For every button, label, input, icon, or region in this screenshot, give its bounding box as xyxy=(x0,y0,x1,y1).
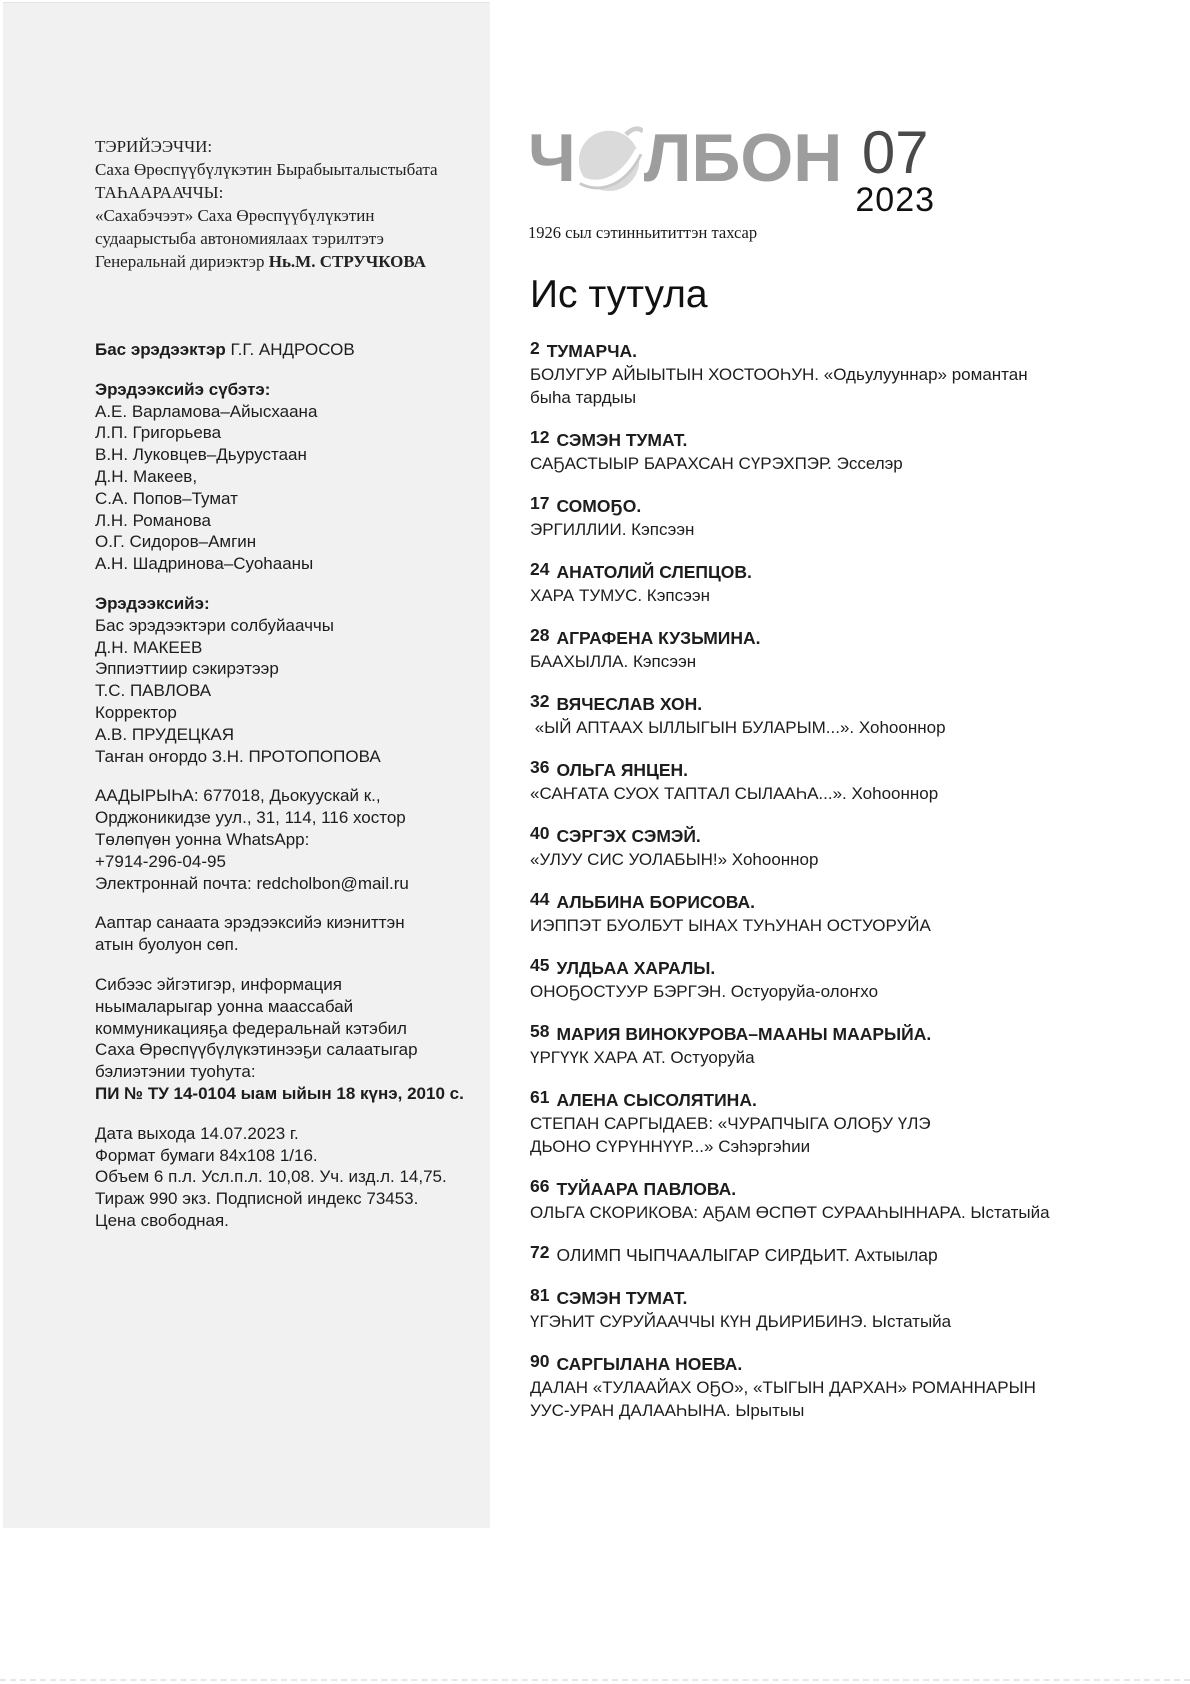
toc-entry-title: АГРАФЕНА КУЗЬМИНА. xyxy=(556,628,761,648)
imprint-line xyxy=(95,401,472,423)
toc-entry-line: ҮГЭҺИТ СУРУЙААЧЧЫ КҮН ДЬИРИБИНЭ. Ыстатыйа xyxy=(530,1312,952,1331)
toc-entry xyxy=(530,429,1170,475)
imprint-text: Саха Өрөспүүбүлүкэтинээҕи салаатыгар xyxy=(95,1040,418,1060)
toc-page-number: 28 xyxy=(530,625,550,645)
imprint-text: А.В. ПРУДЕЦКАЯ xyxy=(95,724,235,744)
toc-entry-title: СЭМЭН ТУМАТ. xyxy=(556,1288,688,1308)
toc-entry xyxy=(530,1353,1170,1422)
toc-entry xyxy=(530,627,1170,673)
imprint-text: А.Е. Варламова–Айысхаана xyxy=(95,401,318,421)
imprint-text: Саха Өрөспүүбүлүкэтин Бырабыыталыстыбата xyxy=(95,160,438,179)
toc-entry-line: ИЭППЭТ БУОЛБУТ ЫНАХ ТУҺУНАН ОСТУОРУЙА xyxy=(530,916,931,935)
toc-entry-title: ТУМАРЧА. xyxy=(546,341,637,361)
issue-number: 07 xyxy=(861,119,929,186)
toc-entry-title: СЭРГЭХ СЭМЭЙ. xyxy=(556,826,701,846)
imprint-line xyxy=(95,934,472,956)
imprint-text: ААДЫРЫҺА: 677018, Дьокуускай к., xyxy=(95,786,381,806)
table-of-contents xyxy=(530,272,1170,1422)
imprint-line xyxy=(95,1061,472,1083)
toc-page-number: 44 xyxy=(530,889,550,909)
imprint-line xyxy=(95,637,472,659)
imprint-block xyxy=(95,339,472,361)
toc-entry-line: СТЕПАН САРГЫДАЕВ: «ЧУРАПЧЫГА ОЛОҔУ ҮЛЭ xyxy=(530,1114,931,1133)
imprint-line xyxy=(95,510,472,532)
toc-entry-title: ОЛЬГА ЯНЦЕН. xyxy=(556,760,688,780)
toc-entry-line: «УЛУУ СИС УОЛАБЫН!» Хоһооннор xyxy=(530,850,819,869)
imprint-line xyxy=(95,912,472,934)
toc-entry-line: ХАРА ТУМУС. Кэпсээн xyxy=(530,586,711,605)
imprint-text: Эппиэттиир сэкирэтээр xyxy=(95,659,279,679)
imprint-text: ньымаларыгар уонна маассабай xyxy=(95,996,354,1016)
toc-entry xyxy=(530,1023,1170,1069)
imprint-text: +7914-296-04-95 xyxy=(95,851,226,871)
imprint-text-bold: Бас эрэдээктэр xyxy=(95,340,231,359)
logo-letter-pre: Ч xyxy=(528,120,576,196)
imprint-text: «Сахабэчээт» Саха Өрөспүүбүлүкэтин xyxy=(95,206,375,225)
imprint-line xyxy=(95,746,472,768)
toc-page-number: 72 xyxy=(530,1242,550,1262)
imprint-line xyxy=(95,339,472,361)
imprint-line xyxy=(95,658,472,680)
imprint-line xyxy=(95,702,472,724)
imprint-text: бэлиэтэнии туоһута: xyxy=(95,1062,256,1082)
imprint-line xyxy=(95,615,472,637)
toc-page-number: 36 xyxy=(530,757,550,777)
imprint-text: Электроннай почта: redcholbon@mail.ru xyxy=(95,873,409,893)
imprint-line xyxy=(95,974,472,996)
toc-entry-head xyxy=(530,693,1170,716)
imprint-text: В.Н. Луковцев–Дьурустаан xyxy=(95,445,307,465)
toc-entry-head xyxy=(530,1287,1170,1310)
imprint-line xyxy=(95,227,472,250)
toc-entry-line: ОЛЬГА СКОРИКОВА: АҔАМ ӨСПӨТ СУРААҺЫННАРА. Ыстатыйа xyxy=(530,1203,1050,1222)
imprint-line xyxy=(95,531,472,553)
toc-entry-head xyxy=(530,1023,1170,1046)
imprint-text: Д.Н. Макеев, xyxy=(95,466,198,486)
toc-page-number: 66 xyxy=(530,1176,550,1196)
imprint-line xyxy=(95,1083,472,1105)
toc-entry-head xyxy=(530,429,1170,452)
toc-entry xyxy=(530,495,1170,541)
imprint-block xyxy=(95,135,472,273)
imprint-text: Объем 6 п.л. Усл.п.л. 10,08. Уч. изд.л. 14,75. xyxy=(95,1167,447,1187)
imprint-line xyxy=(95,444,472,466)
imprint-text: коммуникацияҕа федеральнай кэтэбил xyxy=(95,1018,407,1038)
imprint-line xyxy=(95,1166,472,1188)
imprint-text: Корректор xyxy=(95,702,177,722)
toc-entry xyxy=(530,561,1170,607)
toc-entry-title: МАРИЯ ВИНОКУРОВА–МААНЫ МААРЫЙА. xyxy=(556,1024,932,1044)
toc-entry-head xyxy=(530,627,1170,650)
toc-page-number: 45 xyxy=(530,955,550,975)
imprint-text-bold: Эрэдээксийэ: xyxy=(95,593,210,613)
imprint-block xyxy=(95,974,472,1105)
toc-page-number: 24 xyxy=(530,559,550,579)
toc-entry-line: ДЬОНО СҮРҮННҮҮР...» Сэһэргэһии xyxy=(530,1137,811,1156)
brand-row xyxy=(528,119,936,219)
toc-entry xyxy=(530,693,1170,739)
planet-ring-icon xyxy=(577,126,643,192)
toc-entry xyxy=(530,340,1170,409)
toc-page-number: 81 xyxy=(530,1285,550,1305)
imprint-text: Цена свободная. xyxy=(95,1210,229,1230)
imprint-line xyxy=(95,204,472,227)
imprint-block xyxy=(95,593,472,767)
toc-entry-title: ВЯЧЕСЛАВ ХОН. xyxy=(556,694,703,714)
magazine-logo xyxy=(528,120,843,196)
imprint-line xyxy=(95,1039,472,1061)
toc-entry xyxy=(530,891,1170,937)
imprint-panel xyxy=(3,2,490,1528)
toc-entry-head xyxy=(530,1178,1170,1201)
imprint-text: ТАҺААРААЧЧЫ: xyxy=(95,183,224,202)
imprint-line xyxy=(95,807,472,829)
imprint-text-bold: ПИ № ТУ 14-0104 ыам ыйын 18 күнэ, 2010 с. xyxy=(95,1083,464,1103)
imprint-line xyxy=(95,996,472,1018)
imprint-block xyxy=(95,912,472,956)
imprint-line xyxy=(95,466,472,488)
toc-heading: Ис тутула xyxy=(530,273,708,316)
imprint-text: ТЭРИЙЭЭЧЧИ: xyxy=(95,137,213,156)
toc-entry-head xyxy=(530,891,1170,914)
imprint-line xyxy=(95,680,472,702)
toc-page-number: 12 xyxy=(530,427,550,447)
toc-entry xyxy=(530,1287,1170,1333)
toc-entry-line: БААХЫЛЛА. Кэпсээн xyxy=(530,652,697,671)
toc-entry xyxy=(530,825,1170,871)
imprint-text: А.Н. Шадринова–Суоһааны xyxy=(95,554,314,574)
toc-page-number: 40 xyxy=(530,823,550,843)
imprint-line xyxy=(95,1188,472,1210)
imprint-block xyxy=(95,379,472,575)
imprint-text-bold: Эрэдээксийэ сүбэтэ: xyxy=(95,379,271,399)
toc-entry-title: АЛЬБИНА БОРИСОВА. xyxy=(556,892,755,912)
toc-entry-line: ЭРГИЛЛИИ. Кэпсээн xyxy=(530,520,695,539)
toc-entry-line: БОЛУГУР АЙЫЫТЫН ХОСТООҺУН. «Одьулууннар» романтан xyxy=(530,365,1028,384)
toc-page-number: 17 xyxy=(530,493,550,513)
imprint-line xyxy=(95,785,472,807)
toc-entry-line: УУС-УРАН ДАЛААҺЫНА. Ырытыы xyxy=(530,1401,805,1420)
magazine-tagline: 1926 сыл сэтинньититтэн тахсар xyxy=(528,223,758,242)
imprint-text: Төлөпүөн уонна WhatsApp: xyxy=(95,829,310,849)
toc-entry-text: ОЛИМП ЧЫПЧААЛЫГАР СИРДЬИТ. Ахтыылар xyxy=(556,1245,938,1265)
toc-page-number: 61 xyxy=(530,1087,550,1107)
toc-page-number: 58 xyxy=(530,1021,550,1041)
toc-entry-line: «ЫЙ АПТААХ ЫЛЛЫГЫН БУЛАРЫМ...». Хоһооннор xyxy=(530,718,946,737)
toc-page-number: 2 xyxy=(530,338,540,358)
imprint-text: Орджоникидзе уул., 31, 114, 116 хостор xyxy=(95,808,406,828)
toc-entry-head xyxy=(530,957,1170,980)
imprint-line xyxy=(95,1018,472,1040)
imprint-text: Дата выхода 14.07.2023 г. xyxy=(95,1123,299,1143)
masthead xyxy=(528,119,936,243)
imprint-line xyxy=(95,873,472,895)
toc-list xyxy=(530,340,1170,1422)
toc-entry-head xyxy=(530,495,1170,518)
imprint-text: Бас эрэдээктэри солбуйааччы xyxy=(95,615,335,635)
imprint-text: судаарыстыба автономиялаах тэрилтэтэ xyxy=(95,229,384,248)
toc-entry xyxy=(530,1089,1170,1158)
imprint-text: Формат бумаги 84х108 1/16. xyxy=(95,1145,318,1165)
toc-entry-head xyxy=(530,1353,1170,1376)
toc-entry-line: ҮРГҮҮК ХАРА АТ. Остуоруйа xyxy=(530,1048,755,1067)
imprint-text-bold: Нь.М. СТРУЧКОВА xyxy=(268,252,426,271)
imprint-text: Л.Н. Романова xyxy=(95,510,211,530)
toc-entry-title: АЛЕНА СЫСОЛЯТИНА. xyxy=(556,1090,757,1110)
imprint-line xyxy=(95,181,472,204)
toc-entry-line: быһа тардыы xyxy=(530,388,637,407)
toc-page-number: 90 xyxy=(530,1351,550,1371)
imprint-line xyxy=(95,135,472,158)
toc-entry-line: ДАЛАН «ТУЛААЙАХ ОҔО», «ТЫГЫН ДАРХАН» РОМАННАРЫН xyxy=(530,1378,1036,1397)
imprint-line xyxy=(95,379,472,401)
toc-entry-line: ОНОҔОСТУУР БЭРГЭН. Остуоруйа-олоҥхо xyxy=(530,982,879,1001)
imprint-line xyxy=(95,1123,472,1145)
toc-entry-title: ТУЙААРА ПАВЛОВА. xyxy=(556,1179,737,1199)
page-bottom-edge xyxy=(0,1679,1190,1681)
toc-entry-title: АНАТОЛИЙ СЛЕПЦОВ. xyxy=(556,562,752,582)
toc-entry-title: СЭМЭН ТУМАТ. xyxy=(556,430,688,450)
imprint-line xyxy=(95,724,472,746)
imprint-text: Т.С. ПАВЛОВА xyxy=(95,681,212,701)
imprint-text: С.А. Попов–Тумат xyxy=(95,488,238,508)
imprint-text: Ааптар санаата эрэдээксийэ киэниттэн xyxy=(95,913,405,933)
toc-entry-title: СОМОҔО. xyxy=(556,496,642,516)
toc-entry xyxy=(530,1178,1170,1224)
imprint-line xyxy=(95,1145,472,1167)
toc-entry xyxy=(530,957,1170,1003)
toc-entry xyxy=(530,759,1170,805)
issue-block xyxy=(855,119,936,219)
toc-entry-head xyxy=(530,825,1170,848)
imprint-text: О.Г. Сидоров–Амгин xyxy=(95,532,257,552)
toc-entry-line: САҔАСТЫЫР БАРАХСАН СҮРЭХПЭР. Эсселэр xyxy=(530,454,903,473)
imprint-line xyxy=(95,488,472,510)
toc-page-number: 32 xyxy=(530,691,550,711)
logo-letters-post: ЛБОН xyxy=(643,120,843,196)
imprint-line xyxy=(95,250,472,273)
toc-entry-title: САРГЫЛАНА НОЕВА. xyxy=(556,1354,743,1374)
toc-entry-head xyxy=(530,1089,1170,1112)
imprint-line xyxy=(95,851,472,873)
toc-entry-line: «САҤАТА СУОХ ТАПТАЛ СЫЛААҺА...». Хоһооннор xyxy=(530,784,939,803)
imprint-content xyxy=(3,3,490,1232)
toc-entry xyxy=(530,1244,1170,1267)
imprint-block xyxy=(95,785,472,894)
toc-entry-head xyxy=(530,340,1170,363)
imprint-text: Генеральнай дириэктэр xyxy=(95,252,269,271)
imprint-text: Д.Н. МАКЕЕВ xyxy=(95,637,203,657)
imprint-line xyxy=(95,593,472,615)
imprint-line xyxy=(95,1210,472,1232)
imprint-text: Сибээс эйгэтигэр, информация xyxy=(95,974,342,994)
toc-entry-head xyxy=(530,1244,1170,1267)
imprint-text: Г.Г. АНДРОСОВ xyxy=(230,340,355,359)
imprint-text: атын буолуон сөп. xyxy=(95,935,239,955)
imprint-line xyxy=(95,553,472,575)
imprint-line xyxy=(95,158,472,181)
toc-entry-head xyxy=(530,561,1170,584)
toc-entry-head xyxy=(530,759,1170,782)
imprint-line xyxy=(95,829,472,851)
issue-year: 2023 xyxy=(855,181,936,219)
imprint-text: Таҥан оҥордо З.Н. ПРОТОПОПОВА xyxy=(95,746,381,766)
imprint-line xyxy=(95,422,472,444)
imprint-text: Л.П. Григорьева xyxy=(95,423,222,443)
toc-entry-title: УЛДЬАА ХАРАЛЫ. xyxy=(556,958,716,978)
imprint-text: Тираж 990 экз. Подписной индекс 73453. xyxy=(95,1189,419,1209)
imprint-block xyxy=(95,1123,472,1232)
